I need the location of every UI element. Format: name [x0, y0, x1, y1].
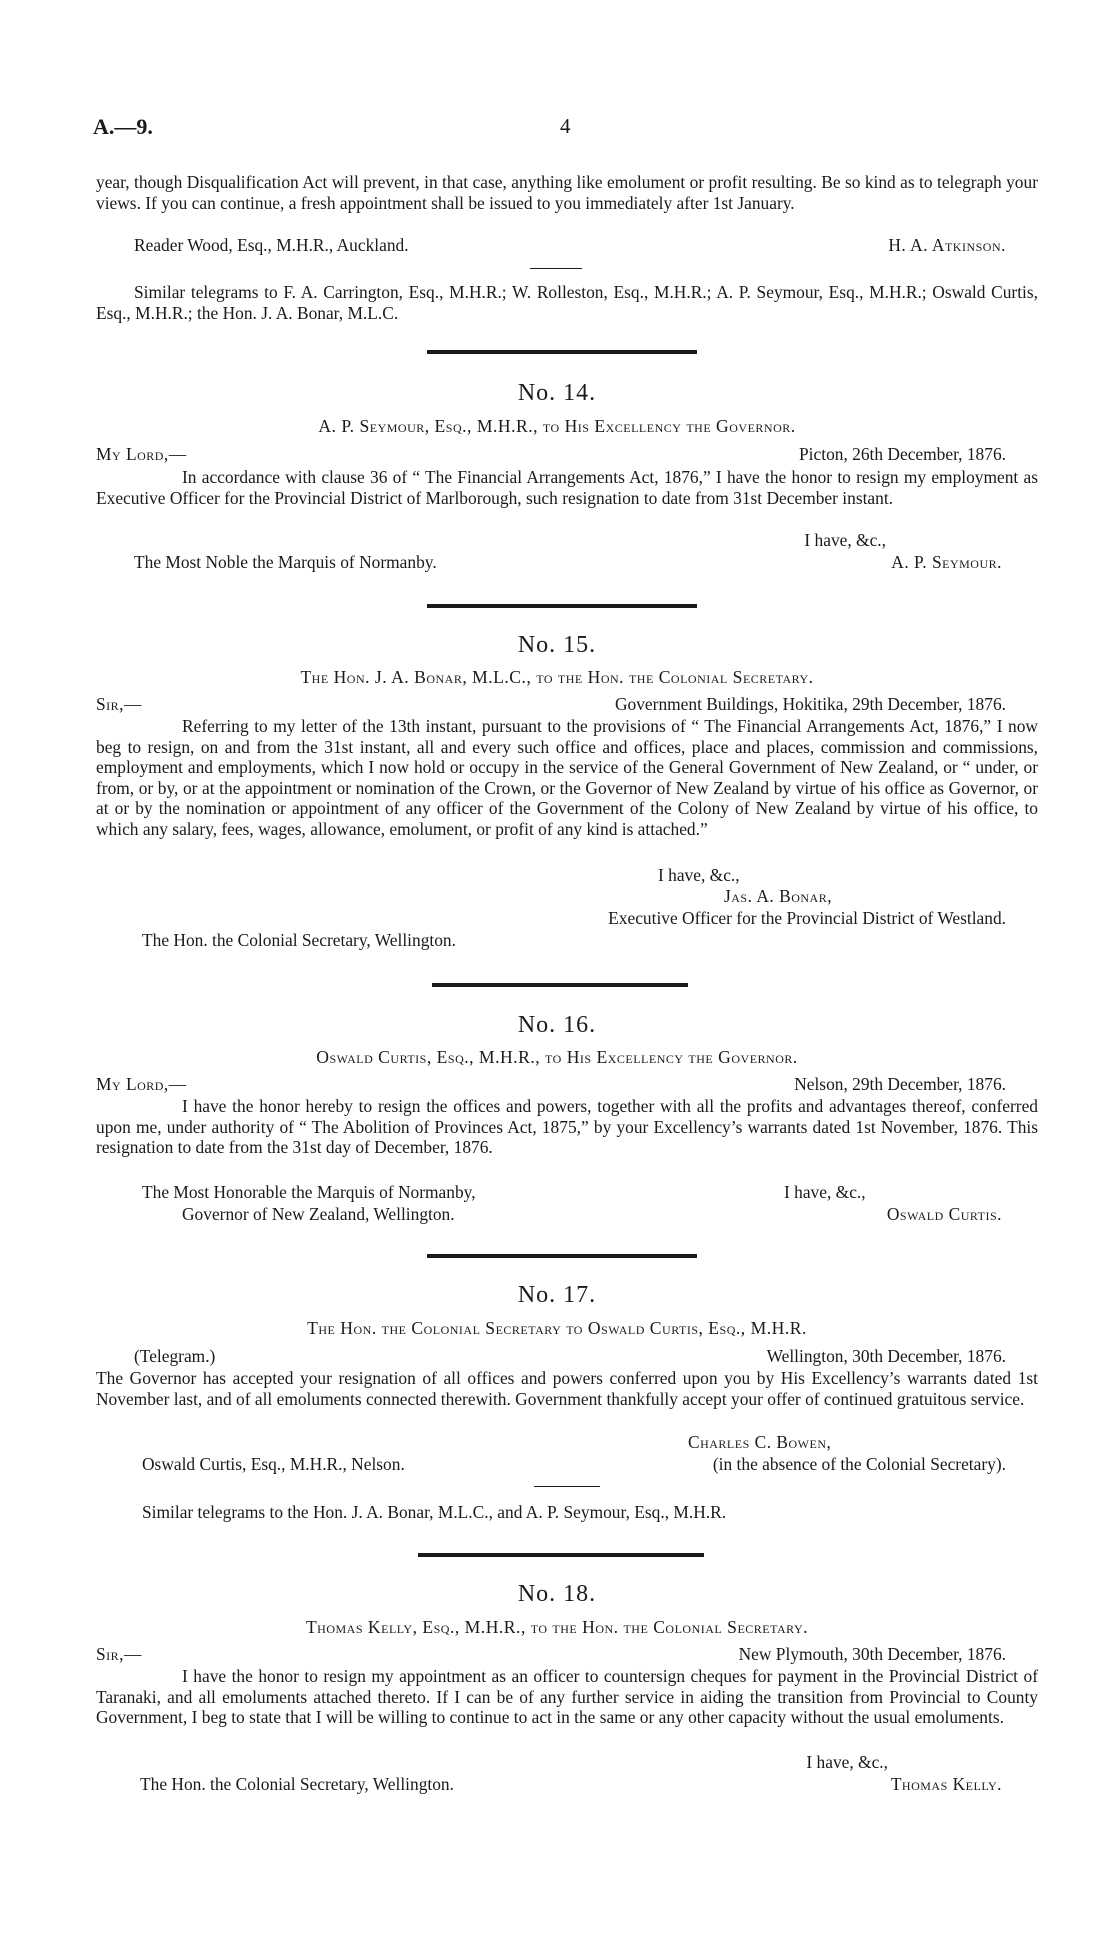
doc16-place-date: Nelson, 29th December, 1876.	[794, 1074, 1006, 1094]
divider	[530, 268, 582, 269]
intro-signature: H. A. Atkinson.	[888, 235, 1006, 255]
doc14-closing: I have, &c.,	[804, 530, 886, 550]
doc14-addressee: The Most Noble the Marquis of Normanby.	[134, 552, 437, 572]
doc16-heading: Oswald Curtis, Esq., M.H.R., to His Excellency the Governor.	[316, 1047, 798, 1067]
doc17-similar-telegrams: Similar telegrams to the Hon. J. A. Bonar, M.L.C., and A. P. Seymour, Esq., M.H.R.	[142, 1502, 727, 1522]
doc17-signature-note: (in the absence of the Colonial Secretary).	[712, 1454, 1006, 1474]
intro-addressee: Reader Wood, Esq., M.H.R., Auckland.	[134, 235, 409, 255]
doc14-signature: A. P. Seymour.	[891, 552, 1002, 572]
section-divider	[427, 350, 697, 354]
document-reference: A.—9.	[93, 114, 153, 139]
doc17-body: The Governor has accepted your resignation of all offices and powers conferred upon you by His Excellency’s warrants dated 1st November last, and of all emoluments connected therewith. Government thankfully accept your offer of continued gratuitous service.	[96, 1368, 1038, 1409]
doc14-heading: A. P. Seymour, Esq., M.H.R., to His Excellency the Governor.	[318, 416, 796, 436]
section-divider	[427, 604, 697, 608]
doc18-signature: Thomas Kelly.	[890, 1774, 1002, 1794]
divider	[534, 1486, 600, 1487]
section-divider	[427, 1254, 697, 1258]
doc18-heading: Thomas Kelly, Esq., M.H.R., to the Hon. the Colonial Secretary.	[305, 1617, 809, 1637]
doc15-heading: The Hon. J. A. Bonar, M.L.C., to the Hon. the Colonial Secretary.	[300, 667, 814, 687]
doc16-addressee-line1: The Most Honorable the Marquis of Normanby,	[142, 1182, 476, 1202]
page-number: 4	[560, 114, 571, 138]
doc17-addressee: Oswald Curtis, Esq., M.H.R., Nelson.	[142, 1454, 405, 1474]
doc17-place-date: Wellington, 30th December, 1876.	[766, 1346, 1006, 1366]
doc15-salutation: Sir,—	[96, 694, 142, 714]
doc15-signature: Jas. A. Bonar,	[724, 886, 833, 906]
doc15-closing: I have, &c.,	[658, 865, 740, 885]
doc18-salutation: Sir,—	[96, 1644, 142, 1664]
section-divider	[418, 1553, 704, 1557]
doc17-heading: The Hon. the Colonial Secretary to Oswald Curtis, Esq., M.H.R.	[307, 1318, 807, 1338]
doc17-signature: Charles C. Bowen,	[688, 1432, 832, 1452]
doc17-number: No. 17.	[517, 1282, 597, 1308]
doc14-body: In accordance with clause 36 of “ The Financial Arrangements Act, 1876,” I have the honor to resign my employment as Executive Officer for the Provincial District of Marlborough, such resignation to date from 31st December instant.	[96, 467, 1038, 508]
doc15-body: Referring to my letter of the 13th instant, pursuant to the provisions of “ The Financial Arrangements Act, 1876,” I now beg to resign, on and from the 31st instant, all and every such office and offices, place and places, commission and commissions, employment and employments, which I now hold or occupy in the service of the General Government of New Zealand, or “ under, or from, or by, or at the appointment or nomination of the Crown, or the Governor of New Zealand by virtue of his office as Governor, or at or by the nomination or appointment of any officer of the Government of the Colony of New Zealand by virtue of his office, to which any salary, fees, wages, allowance, emolument, or profit of any kind is attached.”	[96, 716, 1038, 839]
intro-similar-telegrams: Similar telegrams to F. A. Carrington, Esq., M.H.R.; W. Rolleston, Esq., M.H.R.; A. P. Seymour, Esq., M.H.R.; Oswald Curtis, Esq., M.H.R.; the Hon. J. A. Bonar, M.L.C.	[96, 282, 1038, 323]
doc15-place-date: Government Buildings, Hokitika, 29th December, 1876.	[614, 694, 1006, 714]
section-divider	[432, 983, 688, 987]
doc15-addressee: The Hon. the Colonial Secretary, Wellington.	[142, 930, 456, 950]
intro-paragraph: year, though Disqualification Act will prevent, in that case, anything like emolument or profit resulting. Be so kind as to telegraph your views. If you can continue, a fresh appointment shall be issued to you immediately after 1st January.	[96, 172, 1038, 213]
doc16-number: No. 16.	[517, 1012, 597, 1038]
doc16-salutation: My Lord,—	[96, 1074, 187, 1094]
doc18-closing: I have, &c.,	[806, 1752, 888, 1772]
doc18-place-date: New Plymouth, 30th December, 1876.	[738, 1644, 1006, 1664]
doc14-place-date: Picton, 26th December, 1876.	[799, 444, 1006, 464]
doc17-type: (Telegram.)	[134, 1346, 216, 1366]
doc14-number: No. 14.	[517, 380, 597, 406]
doc16-addressee-line2: Governor of New Zealand, Wellington.	[182, 1204, 455, 1224]
doc18-addressee: The Hon. the Colonial Secretary, Wellington.	[140, 1774, 454, 1794]
doc18-number: No. 18.	[517, 1581, 597, 1607]
doc16-body: I have the honor hereby to resign the offices and powers, together with all the profits and advantages thereof, conferred upon me, under authority of “ The Abolition of Provinces Act, 1875,” by your Excellency’s warrants dated 1st November, 1876. This resignation to date from the 31st day of December, 1876.	[96, 1096, 1038, 1158]
doc18-body: I have the honor to resign my appointment as an officer to countersign cheques for payment in the Provincial District of Taranaki, and all emoluments attached thereto. If I can be of any further service in aiding the transition from Provincial to County Government, I beg to state that I will be willing to continue to act in the same or any other capacity without the usual emoluments.	[96, 1666, 1038, 1728]
doc15-number: No. 15.	[517, 632, 597, 658]
doc15-signature-title: Executive Officer for the Provincial District of Westland.	[608, 908, 1006, 928]
doc16-signature: Oswald Curtis.	[886, 1204, 1002, 1224]
doc16-closing: I have, &c.,	[784, 1182, 866, 1202]
doc14-salutation: My Lord,—	[96, 444, 187, 464]
